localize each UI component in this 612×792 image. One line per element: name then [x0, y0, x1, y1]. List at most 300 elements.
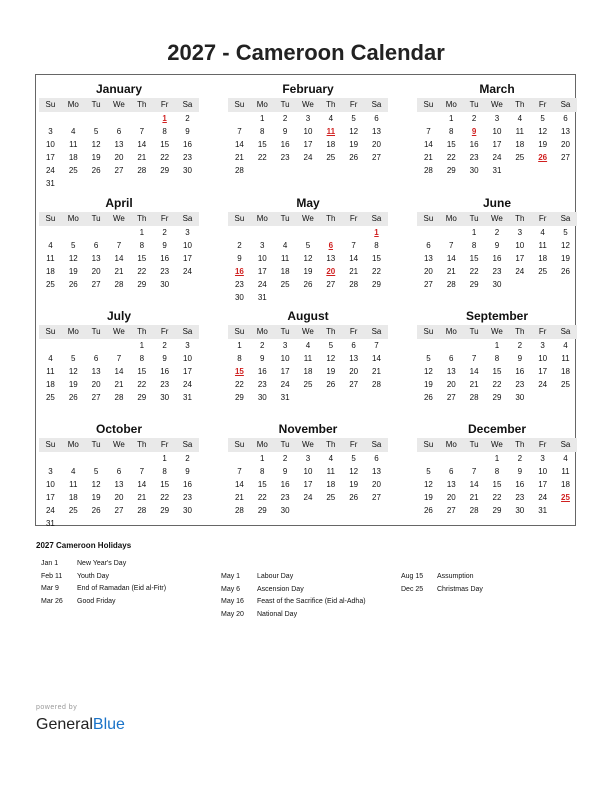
day-cell: 21 [114, 267, 124, 276]
empty-cell [176, 517, 199, 530]
day-cell: 24 [492, 153, 502, 162]
weekday-label: Tu [91, 440, 101, 449]
day-cell: 8 [374, 241, 379, 250]
day-cell: 9 [162, 241, 167, 250]
holiday-day: 20 [326, 267, 336, 276]
day-cell: 2 [517, 454, 523, 463]
holiday-name: New Year's Day [77, 560, 127, 567]
weekday-label: Su [234, 440, 245, 449]
month-name: October [95, 422, 142, 436]
empty-cell [554, 504, 577, 517]
day-cell: 15 [492, 480, 502, 489]
day-cell: 18 [326, 480, 336, 489]
day-cell: 2 [185, 114, 190, 123]
empty-cell [176, 278, 199, 291]
empty-cell [342, 291, 365, 304]
week-row [417, 239, 577, 252]
day-cell: 13 [423, 254, 433, 263]
day-cell: 25 [538, 267, 548, 276]
day-cell: 6 [374, 454, 379, 463]
weekday-label: Su [423, 327, 434, 336]
week-row [39, 138, 199, 151]
weekday-header [228, 325, 388, 339]
day-cell: 29 [446, 166, 456, 175]
empty-cell [417, 226, 440, 239]
day-cell: 16 [280, 480, 290, 489]
day-cell: 9 [185, 467, 190, 476]
weekday-label: Th [137, 100, 147, 109]
day-cell: 4 [517, 114, 523, 123]
empty-cell [463, 452, 486, 465]
day-cell: 19 [326, 367, 336, 376]
month-june [417, 195, 577, 291]
week-row [39, 452, 199, 465]
day-cell: 12 [68, 254, 78, 263]
weekday-label: Su [234, 327, 245, 336]
day-cell: 25 [45, 393, 55, 402]
week-row [228, 265, 388, 278]
weekday-header [39, 438, 199, 452]
day-cell: 26 [91, 166, 101, 175]
empty-cell [39, 226, 62, 239]
weekday-label: Sa [560, 327, 571, 336]
holiday-column [221, 571, 366, 621]
holiday-name: Christmas Day [437, 585, 483, 593]
day-cell: 24 [183, 267, 192, 276]
empty-cell [130, 452, 153, 465]
empty-cell [251, 164, 274, 177]
month-november [228, 421, 388, 517]
day-cell: 21 [137, 493, 147, 502]
empty-cell [319, 291, 342, 304]
day-cell: 12 [91, 480, 101, 489]
day-cell: 6 [374, 114, 379, 123]
holiday-item [41, 571, 166, 584]
day-cell: 13 [91, 254, 101, 263]
day-cell: 31 [45, 519, 55, 528]
weekday-label: Th [326, 327, 336, 336]
empty-cell [228, 452, 251, 465]
day-cell: 2 [162, 228, 167, 237]
weekday-label: Su [423, 100, 434, 109]
day-cell: 25 [326, 153, 336, 162]
weekday-header [39, 98, 199, 112]
day-cell: 1 [471, 228, 477, 237]
day-cell: 16 [280, 140, 290, 149]
empty-cell [62, 112, 85, 125]
empty-cell [440, 339, 463, 352]
day-cell: 7 [426, 127, 431, 136]
brand-blue: Blue [92, 716, 125, 733]
weekday-header [228, 212, 388, 226]
day-cell: 26 [68, 280, 78, 289]
weekday-label: Th [137, 327, 147, 336]
day-cell: 7 [237, 127, 242, 136]
day-cell: 11 [326, 467, 335, 476]
day-cell: 1 [139, 341, 145, 350]
holiday-date: May 20 [221, 610, 244, 618]
powered-by-text: powered by [36, 704, 78, 711]
day-cell: 22 [160, 493, 170, 502]
day-cell: 4 [282, 241, 288, 250]
day-cell: 5 [351, 454, 356, 463]
day-cell: 28 [469, 393, 479, 402]
weekday-label: Sa [371, 214, 382, 223]
month-october [39, 421, 199, 530]
day-cell: 27 [446, 393, 456, 402]
day-cell: 3 [185, 341, 190, 350]
month-december [417, 421, 577, 517]
day-cell: 27 [372, 153, 381, 162]
day-cell: 12 [91, 140, 101, 149]
month-may [228, 195, 388, 304]
day-cell: 20 [372, 480, 381, 489]
empty-cell [85, 452, 108, 465]
day-cell: 22 [137, 267, 147, 276]
day-cell: 30 [257, 393, 267, 402]
empty-cell [297, 164, 320, 177]
month-name: November [278, 422, 338, 436]
weekday-header [228, 438, 388, 452]
holiday-day: 25 [561, 493, 570, 502]
day-cell: 19 [349, 140, 359, 149]
weekday-label: We [302, 327, 314, 336]
day-cell: 16 [257, 367, 267, 376]
brand-logo[interactable] [36, 716, 125, 734]
day-cell: 13 [349, 354, 359, 363]
weekday-label: Fr [349, 214, 358, 223]
day-cell: 24 [45, 506, 55, 515]
day-cell: 19 [349, 480, 359, 489]
day-cell: 17 [538, 480, 548, 489]
day-cell: 26 [68, 393, 78, 402]
empty-cell [130, 177, 153, 190]
empty-cell [365, 164, 388, 177]
day-cell: 2 [237, 241, 242, 250]
holiday-column [401, 571, 483, 596]
day-cell: 24 [45, 166, 55, 175]
weekday-label: Tu [91, 214, 101, 223]
day-cell: 19 [68, 380, 78, 389]
day-cell: 3 [282, 341, 288, 350]
day-cell: 22 [492, 380, 502, 389]
week-row [39, 252, 199, 265]
week-row [417, 365, 577, 378]
holidays-title: 2027 Cameroon Holidays [36, 541, 132, 550]
empty-cell [274, 226, 297, 239]
weekday-label: Fr [160, 440, 169, 449]
week-row [39, 378, 199, 391]
day-cell: 11 [515, 127, 524, 136]
empty-cell [108, 112, 131, 125]
day-cell: 22 [160, 153, 170, 162]
day-cell: 22 [446, 153, 456, 162]
day-cell: 10 [183, 354, 192, 363]
week-row [228, 252, 388, 265]
month-name: August [287, 309, 329, 323]
day-cell: 2 [185, 454, 190, 463]
month-march [417, 81, 577, 177]
week-row [417, 478, 577, 491]
week-row [417, 252, 577, 265]
weekday-label: Mo [445, 214, 457, 223]
weekday-label: Su [234, 214, 245, 223]
empty-cell [62, 339, 85, 352]
day-cell: 14 [137, 140, 147, 149]
day-cell: 4 [563, 454, 568, 463]
weekday-label: We [113, 214, 125, 223]
day-cell: 28 [446, 280, 456, 289]
week-row [228, 291, 388, 304]
week-row [39, 125, 199, 138]
day-cell: 27 [114, 506, 124, 515]
day-cell: 8 [471, 241, 477, 250]
month-name: January [95, 82, 143, 96]
day-cell: 14 [114, 367, 124, 376]
day-cell: 13 [372, 127, 381, 136]
weekday-label: Fr [160, 327, 169, 336]
day-cell: 12 [538, 127, 548, 136]
day-cell: 24 [538, 493, 548, 502]
day-cell: 5 [93, 467, 99, 476]
day-cell: 21 [114, 380, 124, 389]
day-cell: 13 [561, 127, 570, 136]
day-cell: 2 [260, 341, 265, 350]
empty-cell [554, 164, 577, 177]
day-cell: 2 [471, 114, 477, 123]
day-cell: 1 [237, 341, 242, 350]
day-cell: 28 [114, 393, 124, 402]
day-cell: 20 [423, 267, 433, 276]
day-cell: 23 [492, 267, 502, 276]
day-cell: 3 [260, 241, 265, 250]
empty-cell [39, 112, 62, 125]
empty-cell [554, 391, 577, 404]
weekday-header [39, 212, 199, 226]
empty-cell [297, 226, 320, 239]
weekday-label: Tu [280, 100, 290, 109]
empty-cell [39, 339, 62, 352]
weekday-label: Fr [349, 327, 358, 336]
day-cell: 10 [515, 241, 525, 250]
day-cell: 7 [116, 241, 122, 250]
holiday-name: Youth Day [77, 572, 110, 580]
day-cell: 14 [469, 480, 479, 489]
day-cell: 18 [45, 380, 55, 389]
month-april [39, 195, 199, 291]
day-cell: 11 [69, 140, 78, 149]
weekday-label: Tu [280, 214, 290, 223]
day-cell: 1 [260, 114, 265, 123]
day-cell: 2 [282, 454, 288, 463]
day-cell: 19 [538, 140, 548, 149]
day-cell: 7 [471, 354, 477, 363]
day-cell: 6 [93, 241, 99, 250]
weekday-label: We [491, 440, 503, 449]
day-cell: 12 [349, 467, 359, 476]
week-row [39, 239, 199, 252]
day-cell: 18 [45, 267, 55, 276]
month-name: February [282, 82, 334, 96]
day-cell: 1 [494, 454, 500, 463]
day-cell: 28 [349, 280, 359, 289]
day-cell: 10 [303, 467, 313, 476]
empty-cell [531, 391, 554, 404]
day-cell: 3 [305, 114, 311, 123]
day-cell: 3 [540, 454, 545, 463]
holiday-item [401, 584, 483, 597]
day-cell: 29 [234, 393, 244, 402]
holiday-item [41, 583, 166, 596]
weekday-label: Tu [469, 327, 479, 336]
day-cell: 25 [68, 506, 78, 515]
day-cell: 10 [538, 467, 548, 476]
day-cell: 9 [494, 241, 500, 250]
empty-cell [342, 164, 365, 177]
weekday-label: We [491, 100, 503, 109]
day-cell: 23 [160, 380, 170, 389]
week-row [417, 138, 577, 151]
day-cell: 3 [540, 341, 545, 350]
day-cell: 15 [469, 254, 479, 263]
weekday-header [417, 325, 577, 339]
day-cell: 22 [234, 380, 244, 389]
day-cell: 30 [183, 166, 192, 175]
holiday-day: 1 [374, 228, 379, 237]
week-row [417, 465, 577, 478]
day-cell: 24 [515, 267, 525, 276]
day-cell: 27 [349, 380, 359, 389]
empty-cell [365, 504, 388, 517]
empty-cell [554, 278, 577, 291]
day-cell: 3 [305, 454, 311, 463]
empty-cell [319, 164, 342, 177]
empty-cell [274, 291, 297, 304]
holiday-day: 26 [538, 153, 548, 162]
day-cell: 20 [349, 367, 359, 376]
day-cell: 11 [538, 241, 547, 250]
day-cell: 25 [515, 153, 525, 162]
day-cell: 30 [515, 506, 525, 515]
day-cell: 22 [469, 267, 479, 276]
weekday-label: We [113, 327, 125, 336]
weekday-label: Mo [445, 327, 457, 336]
empty-cell [417, 339, 440, 352]
month-name: May [296, 196, 320, 210]
day-cell: 15 [446, 140, 456, 149]
day-cell: 27 [114, 166, 124, 175]
day-cell: 25 [68, 166, 78, 175]
weekday-label: Su [423, 440, 434, 449]
day-cell: 9 [517, 467, 523, 476]
day-cell: 7 [351, 241, 356, 250]
day-cell: 8 [139, 354, 145, 363]
day-cell: 21 [137, 153, 147, 162]
month-july [39, 308, 199, 404]
week-row [39, 478, 199, 491]
empty-cell [62, 517, 85, 530]
week-row [228, 339, 388, 352]
day-cell: 17 [303, 140, 313, 149]
week-row [39, 339, 199, 352]
empty-cell [85, 517, 108, 530]
holiday-date: Jan 1 [41, 560, 59, 567]
holiday-date: Dec 25 [401, 585, 424, 593]
day-cell: 28 [137, 506, 147, 515]
weekday-label: We [302, 440, 314, 449]
day-cell: 12 [349, 127, 359, 136]
day-cell: 21 [423, 153, 433, 162]
day-cell: 28 [423, 166, 433, 175]
day-cell: 27 [446, 506, 456, 515]
day-cell: 9 [282, 127, 288, 136]
day-cell: 5 [540, 114, 545, 123]
day-cell: 21 [469, 380, 479, 389]
day-cell: 6 [426, 241, 431, 250]
day-cell: 29 [257, 506, 267, 515]
empty-cell [85, 339, 108, 352]
day-cell: 30 [160, 393, 170, 402]
day-cell: 6 [116, 467, 122, 476]
day-cell: 2 [517, 341, 523, 350]
weekday-label: Tu [469, 440, 479, 449]
day-cell: 15 [372, 254, 381, 263]
empty-cell [85, 177, 108, 190]
month-name: July [106, 309, 131, 323]
day-cell: 18 [280, 267, 290, 276]
weekday-label: Sa [371, 327, 382, 336]
weekday-label: Fr [160, 100, 169, 109]
day-cell: 30 [183, 506, 192, 515]
holiday-item [221, 584, 366, 597]
brand-general: General [36, 716, 93, 733]
day-cell: 14 [349, 254, 359, 263]
day-cell: 10 [492, 127, 502, 136]
day-cell: 19 [68, 267, 78, 276]
week-row [228, 138, 388, 151]
weekday-label: Th [515, 214, 525, 223]
holiday-name: Good Friday [77, 597, 116, 605]
day-cell: 24 [303, 493, 313, 502]
day-cell: 9 [162, 354, 167, 363]
day-cell: 16 [183, 140, 192, 149]
holiday-date: Feb 11 [41, 572, 63, 580]
day-cell: 20 [561, 140, 570, 149]
month-name: March [479, 82, 515, 96]
day-cell: 9 [185, 127, 190, 136]
weekday-label: We [302, 214, 314, 223]
day-cell: 17 [183, 254, 192, 263]
weekday-label: Th [515, 327, 525, 336]
empty-cell [342, 391, 365, 404]
day-cell: 21 [372, 367, 381, 376]
day-cell: 4 [328, 114, 334, 123]
day-cell: 19 [423, 493, 433, 502]
day-cell: 8 [237, 354, 242, 363]
day-cell: 20 [372, 140, 381, 149]
day-cell: 26 [303, 280, 313, 289]
day-cell: 30 [515, 393, 525, 402]
week-row [39, 391, 199, 404]
weekday-label: Tu [280, 327, 290, 336]
holiday-day: 6 [328, 241, 334, 250]
week-row [417, 112, 577, 125]
day-cell: 9 [517, 354, 523, 363]
empty-cell [417, 112, 440, 125]
day-cell: 16 [183, 480, 192, 489]
day-cell: 30 [492, 280, 502, 289]
day-cell: 12 [326, 354, 336, 363]
